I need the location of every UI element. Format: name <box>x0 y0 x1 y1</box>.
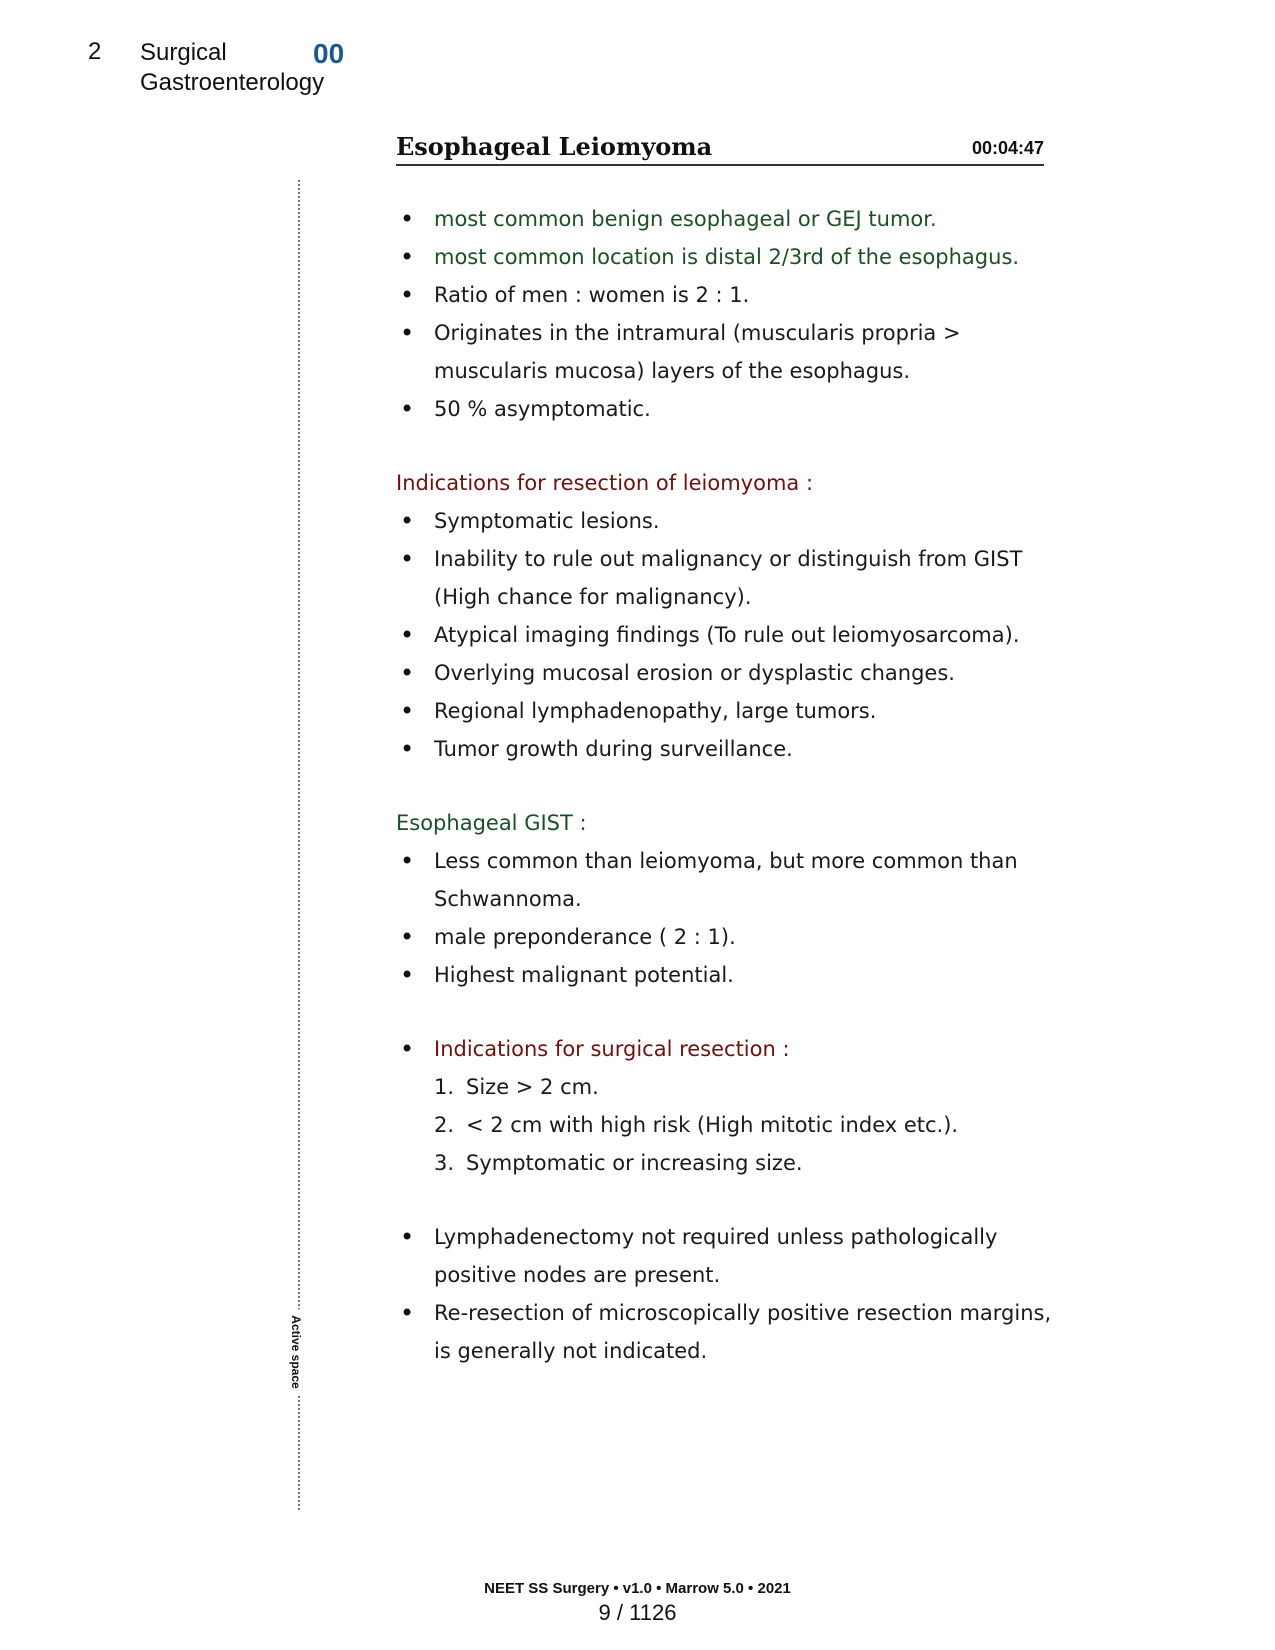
list-item <box>434 1144 1056 1182</box>
list-item: • 50 % asymptomatic. <box>396 390 1056 428</box>
list-item <box>434 1106 1056 1144</box>
chapter-title: Surgical Gastroenterology <box>140 39 325 96</box>
list-item: • Tumor growth during surveillance. <box>396 730 1056 768</box>
list-item: • Ratio of men : women is 2 : 1. <box>396 276 1056 314</box>
item-number: 2. <box>434 1113 455 1137</box>
note-title: Esophageal Leiomyoma <box>396 132 713 161</box>
note-body <box>396 200 1056 1370</box>
active-space-label: Active space <box>285 1309 307 1394</box>
gist-heading: Esophageal GIST : <box>396 811 587 835</box>
video-timestamp[interactable]: 00:04:47 <box>971 138 1044 158</box>
footer-source: NEET SS Surgery • v1.0 • Marrow 5.0 • 2021 <box>484 1580 791 1597</box>
list-item: • most common location is distal 2/3rd of the esophagus. <box>396 238 1056 276</box>
list-item: • Overlying mucosal erosion or dysplastic changes. <box>396 654 1056 692</box>
item-text: Symptomatic or increasing size. <box>466 1151 803 1175</box>
note-heading-row <box>396 128 1044 166</box>
item-text: < 2 cm with high risk (High mitotic index etc.). <box>466 1113 959 1137</box>
list-item: • male preponderance ( 2 : 1). <box>396 918 1056 956</box>
final-notes-list <box>396 1218 1056 1370</box>
list-item: • Symptomatic lesions. <box>396 502 1056 540</box>
page-indicator: 9 / 1126 <box>598 1600 677 1625</box>
list-item: • most common benign esophageal or GEJ tumor. <box>396 200 1056 238</box>
list-item: • Highest malignant potential. <box>396 956 1056 994</box>
item-number: 3. <box>434 1151 455 1175</box>
chapter-number: 2 <box>88 38 102 65</box>
chapter-code: 00 <box>313 38 345 69</box>
list-item: • Less common than leiomyoma, but more common than Schwannoma. <box>396 842 1056 918</box>
list-item: • Originates in the intramural (muscularis propria > muscularis mucosa) layers of the esophagus. <box>396 314 1056 390</box>
list-item: • Atypical imaging findings (To rule out leiomyosarcoma). <box>396 616 1056 654</box>
list-item: • Inability to rule out malignancy or distinguish from GIST (High chance for malignancy). <box>396 540 1056 616</box>
surgical-resection-list <box>396 1068 1056 1182</box>
item-text: Size > 2 cm. <box>466 1075 599 1099</box>
leiomyoma-facts-list <box>396 200 1056 428</box>
surgical-resection-heading: • Indications for surgical resection : <box>396 1030 1056 1068</box>
list-item: • Regional lymphadenopathy, large tumors. <box>396 692 1056 730</box>
resection-list <box>396 502 1056 768</box>
item-number: 1. <box>434 1075 455 1099</box>
gist-list <box>396 842 1056 994</box>
list-item: • Re-resection of microscopically positive resection margins, is generally not indicated. <box>396 1294 1056 1370</box>
resection-heading: Indications for resection of leiomyoma : <box>396 471 814 495</box>
surgical-heading-list <box>396 1030 1056 1068</box>
list-item <box>434 1068 1056 1106</box>
list-item: • Lymphadenectomy not required unless pathologically positive nodes are present. <box>396 1218 1056 1294</box>
